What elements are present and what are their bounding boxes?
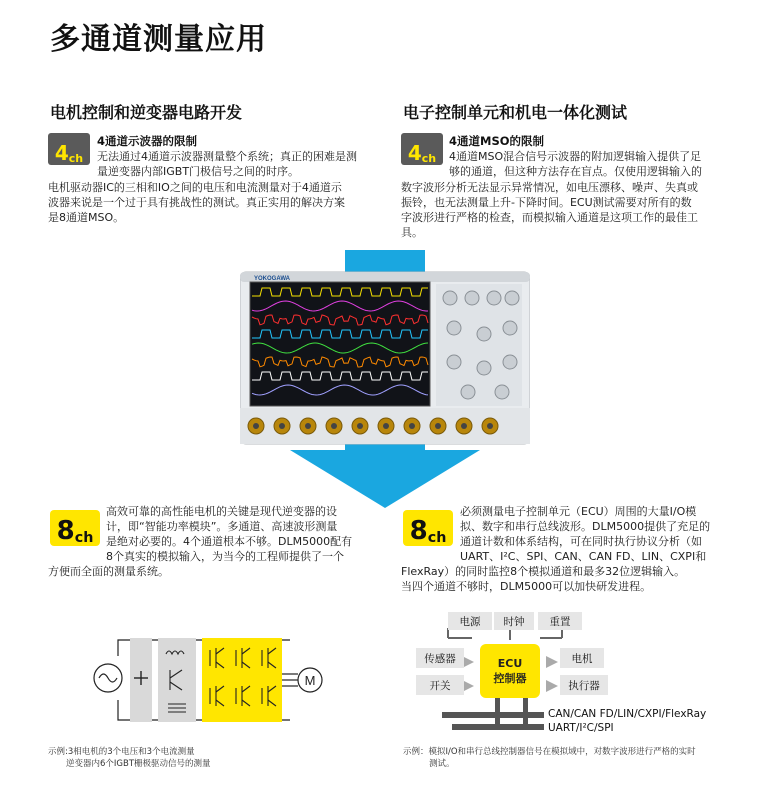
badge-number: 8 [56,516,75,546]
left-4ch-badge [48,133,90,165]
text-line: 计，即“智能功率模块”。多通道、高速波形测量 [106,520,338,533]
knob-icon [487,291,501,305]
knob-icon [477,327,491,341]
caption-line: 测试。 [429,759,455,769]
right-8ch-badge [403,510,453,546]
knob-icon [503,355,517,369]
right-limit-text [449,149,702,179]
text-line: 振铃，也无法测量上升-下降时间。ECU测试需要对所有的数 [401,196,692,209]
scope-brand: YOKOGAWA [254,276,291,282]
knob-icon [477,361,491,375]
text-line: UART、I²C、SPI、CAN、CAN FD、LIN、CXPI和 [460,550,707,563]
motor-label: M [304,673,316,688]
left-limit-title: 4通道示波器的限制 [97,134,198,148]
bnc-pin-icon [383,423,389,429]
actuator-box: 执行器 [560,675,608,695]
knob-icon [495,385,509,399]
text-line: 当四个通道不够时，DLM5000可以加快研发进程。 [401,580,652,593]
badge-unit: ch [421,152,437,165]
text-line: 8个真实的模拟输入，为当今的工程师提供了一个 [106,550,344,563]
oscilloscope-illustration [240,250,530,510]
knob-icon [461,385,475,399]
inverter-circuit-diagram [90,634,330,730]
bnc-pin-icon [461,423,467,429]
text-line: 无法通过4通道示波器测量整个系统；真正的困难是测 [97,150,357,163]
bnc-pin-icon [279,423,285,429]
left-body-text [48,180,345,225]
badge-unit: ch [74,530,94,546]
clock-box: 时钟 [494,612,534,630]
text-line: 电机驱动器IC的三相和IO之间的电压和电流测量对于4通道示 [48,181,342,194]
right-caption [403,746,696,770]
switch-box: 开关 [416,675,464,695]
badge-unit: ch [68,152,84,165]
right-limit-title: 4通道MSO的限制 [449,134,545,148]
left-solution-text [106,504,352,564]
text-line: 字波形进行严格的检查，而模拟输入通道是这项工作的最佳工 [401,211,698,224]
left-limit-text [97,149,357,179]
knob-icon [503,321,517,335]
caption-line: 示例:3相电机的3个电压和3个电流测量 [48,747,195,757]
right-4ch-badge [401,133,443,165]
left-8ch-badge [50,510,100,546]
reset-box: 重置 [538,612,582,630]
text-line: 量逆变器内部IGBT门极信号之间的时序。 [97,165,300,178]
text-line: FlexRay）的同时监控8个模拟通道和最多32位逻辑输入。 [401,565,686,578]
text-line: 4通道MSO混合信号示波器的附加逻辑输入提供了足 [449,150,702,163]
text-line: 高效可靠的高性能电机的关键是现代逆变器的设 [106,505,337,518]
sensor-box: 传感器 [416,648,464,668]
page-title: 多通道测量应用 [50,22,267,57]
bnc-pin-icon [435,423,441,429]
left-heading: 电机控制和逆变器电路开发 [50,103,243,122]
text-line: 必须测量电子控制单元（ECU）周围的大量I/O模 [460,505,697,518]
caption-line: 示例：模拟I/O和串行总线控制器信号在模拟域中，对数字波形进行严格的实时 [403,747,696,757]
bnc-pin-icon [487,423,493,429]
bus-label-can: CAN/CAN FD/LIN/CXPI/FlexRay [548,708,707,720]
converter-block [158,638,196,722]
knob-icon [443,291,457,305]
text-line: 波器来说是一个过于具有挑战性的测试。真正实用的解决方案 [48,196,345,209]
ecu-label: ECU [497,657,523,670]
bnc-pin-icon [409,423,415,429]
badge-number: 4 [407,141,422,165]
bnc-pin-icon [331,423,337,429]
text-line: 通道计数和体系结构，可在同时执行协议分析（如 [460,535,702,548]
right-body-text [401,180,698,240]
knob-icon [465,291,479,305]
ecu-controller-box [480,644,540,698]
text-line: 拟、数字和串行总线波形。DLM5000提供了充足的 [460,520,711,533]
bus-label-uart: UART/I²C/SPI [548,722,614,734]
right-heading: 电子控制单元和机电一体化测试 [403,103,628,122]
knob-icon [447,321,461,335]
motor-box: 电机 [560,648,604,668]
controller-label: 控制器 [493,672,527,685]
bnc-pin-icon [253,423,259,429]
right-solution-text [460,504,710,564]
text-line: 够的通道，但这种方法存在盲点。仅使用逻辑输入的 [449,165,702,178]
bnc-pin-icon [305,423,311,429]
caption-line: 逆变器内6个IGBT栅极驱动信号的测量 [66,759,211,769]
badge-unit: ch [427,530,447,546]
text-line: 数字波形分析无法显示异常情况，如电压漂移、噪声、失真或 [401,181,698,194]
knob-icon [447,355,461,369]
left-solution-tail: 方便而全面的测量系统。 [48,565,169,578]
bnc-pin-icon [357,423,363,429]
text-line: 具。 [401,226,423,239]
text-line: 是绝对必要的。4个通道根本不够。DLM5000配有 [106,535,353,548]
knob-icon [505,291,519,305]
power-box: 电源 [448,612,492,630]
badge-number: 8 [409,516,428,546]
right-solution-tail [401,564,685,594]
left-caption [48,746,211,770]
text-line: 是8通道MSO。 [48,211,125,224]
badge-number: 4 [54,141,69,165]
